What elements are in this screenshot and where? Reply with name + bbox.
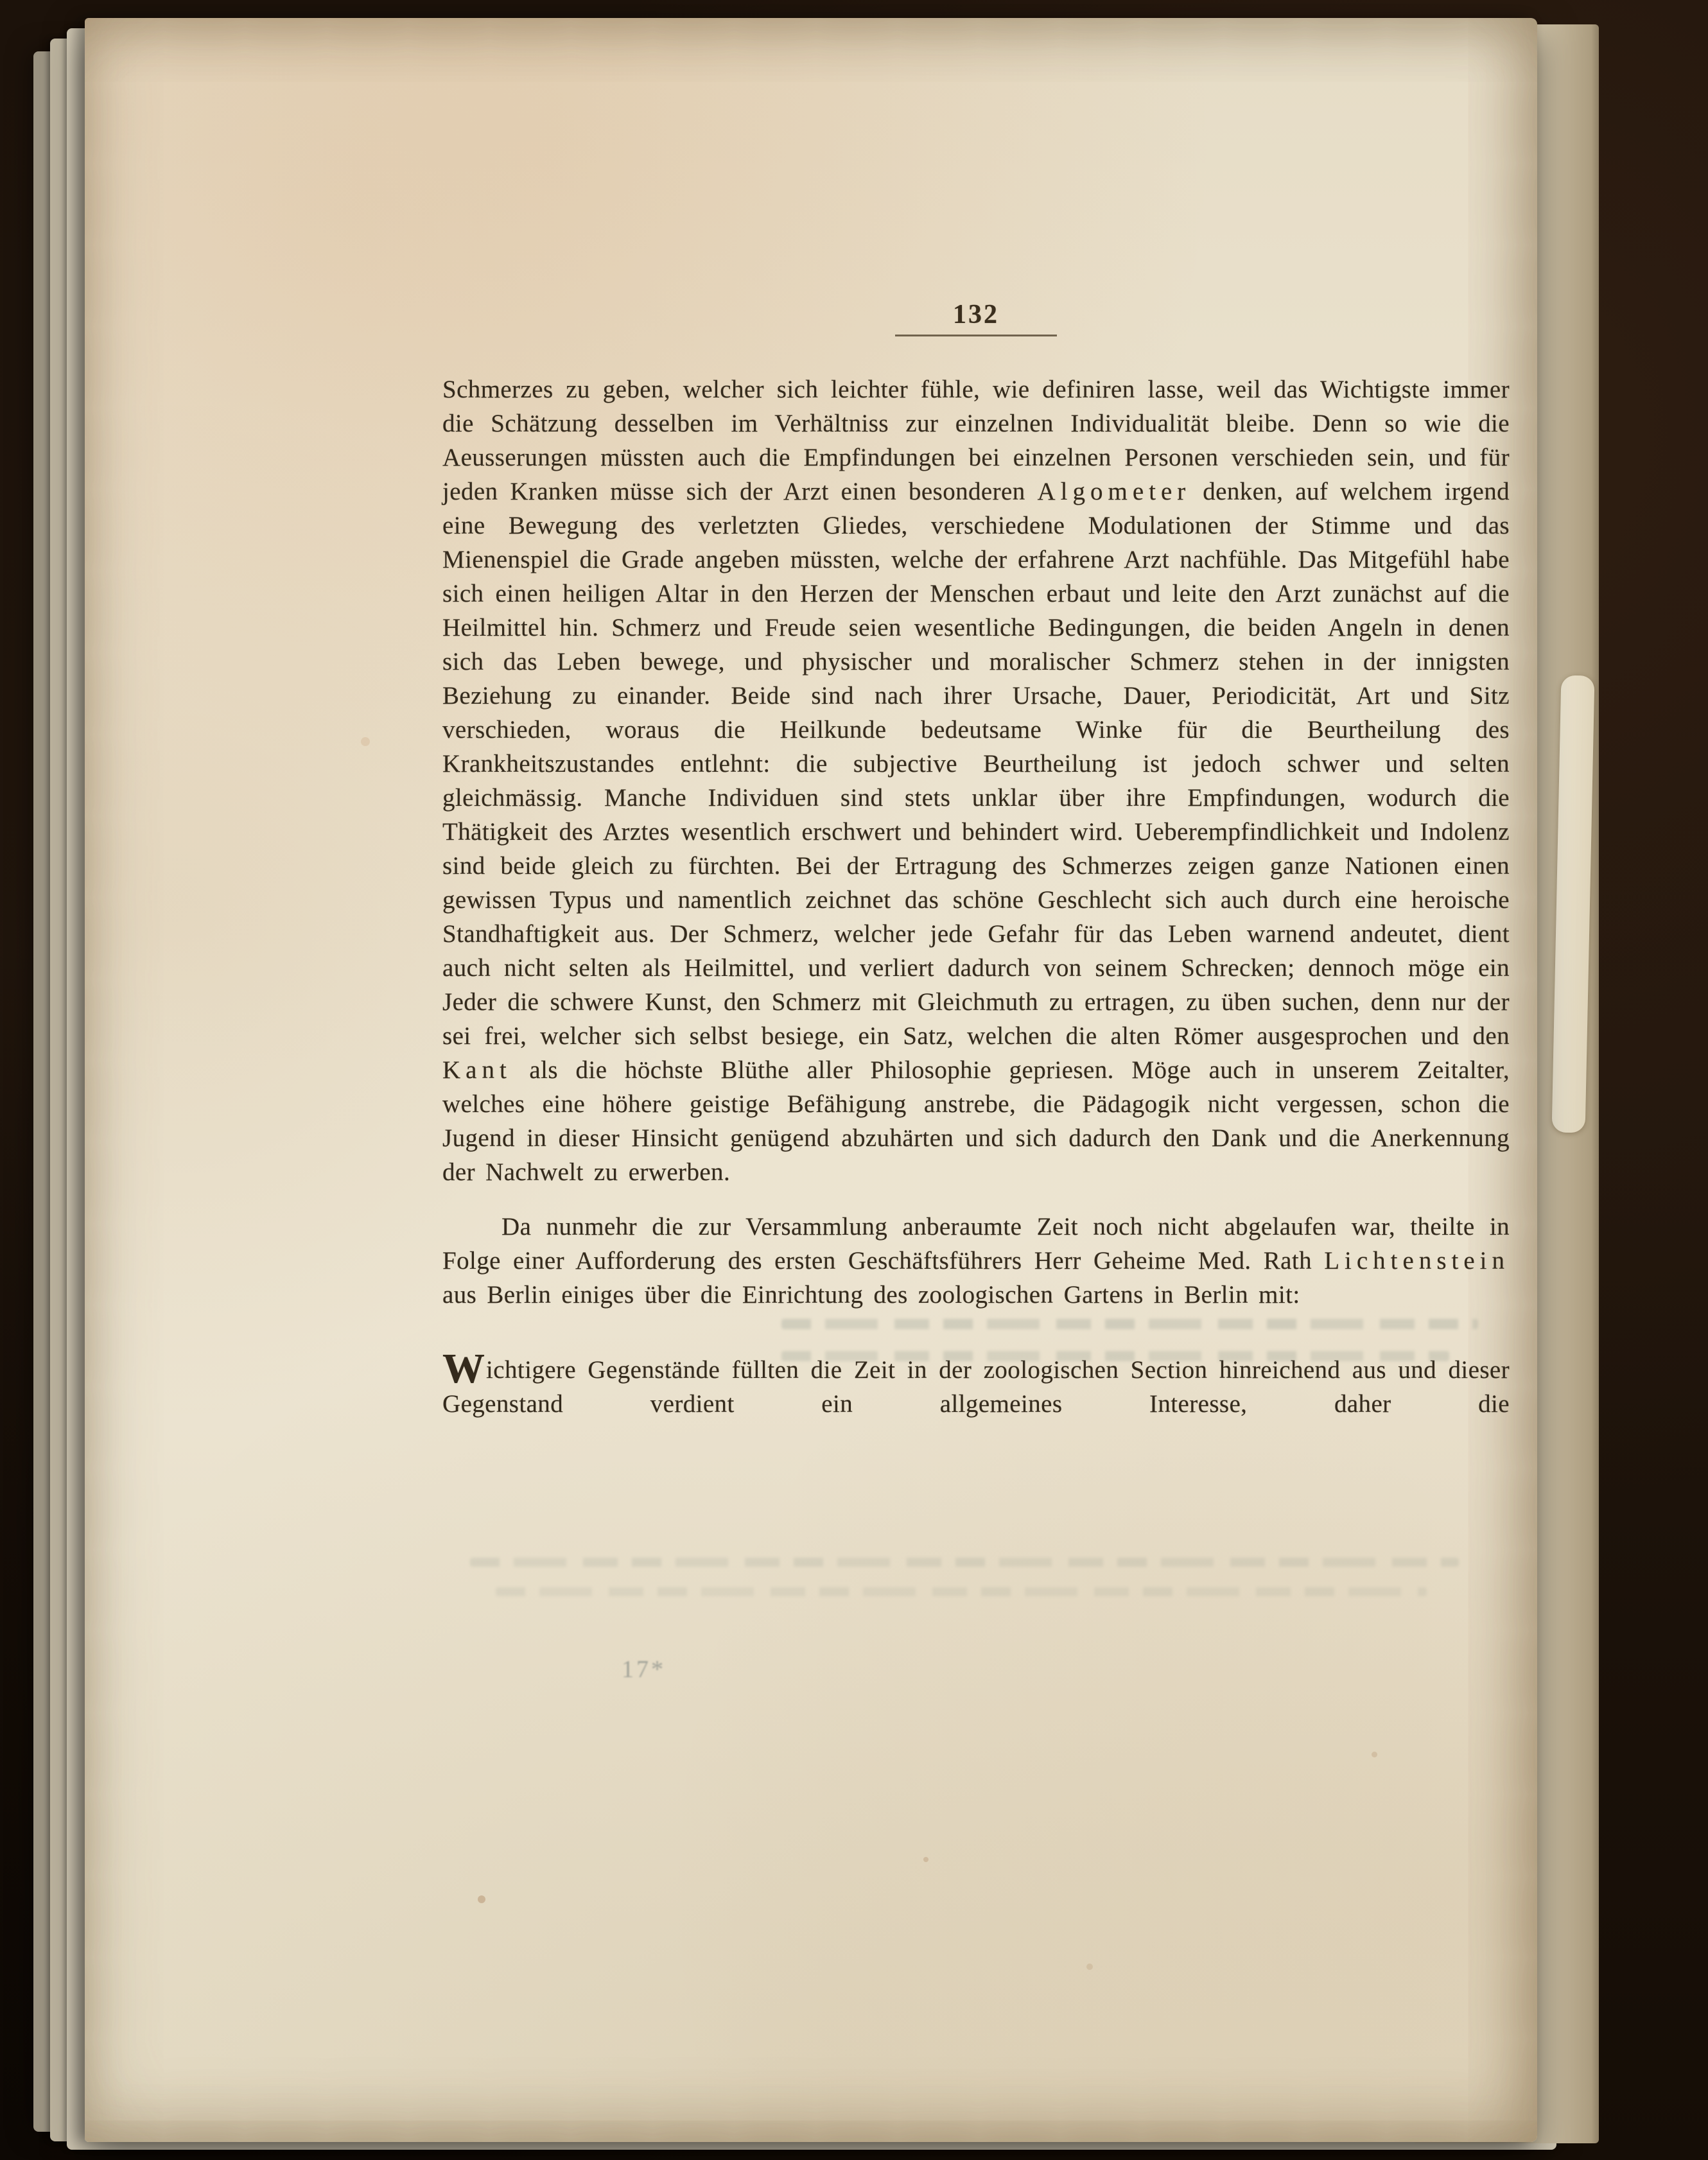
- page-header: [442, 299, 1510, 336]
- paragraph: [442, 372, 1510, 1189]
- paper-stain: [1372, 1752, 1377, 1757]
- paragraph: [442, 1210, 1510, 1312]
- text-segment: denken, auf welchem irgend eine Bewegung des verletzten Gliedes, verschiedene Modulationen der Stimme und das Mienenspiel die Grade angeben müssten, welche der erfahrene Arzt nachfühle. Das Mitgefühl habe sich einen heiligen Altar in den Herzen der Menschen erbaut und leite den Arzt zunächst auf die Heilmittel hin. Schmerz und Freude seien wesentliche Bedingungen, die beiden Angeln in denen sich das Leben bewege, und physischer und moralischer Schmerz stehen in der innigsten Beziehung zu einander. Beide sind nach ihrer Ursache, Dauer, Periodicität, Art und Sitz verschieden, woraus die Heilkunde bedeutsame Winke für die Beurtheilung des Krankheitszustandes entlehnt: die subjective Beurtheilung ist jedoch schwer und selten gleichmässig. Manche Individuen sind stets unklar über ihre Empfindungen, wodurch die Thätigkeit des Arztes wesentlich erschwert und behindert wird. Ueberempfindlichkeit und Indolenz sind beide gleich zu fürchten. Bei der Ertragung des Schmerzes zeigen ganze Nationen einen gewissen Typus und namentlich zeichnet das schöne Geschlecht sich auch durch eine heroische Standhaftigkeit aus. Der Schmerz, welcher jede Gefahr für das Leben warnend andeutet, dient auch nicht selten als Heilmittel, und verliert dadurch von seinem Schrecken; dennoch möge ein Jeder die schwere Kunst, den Schmerz mit Gleichmuth zu ertragen, zu üben suchen, denn nur der sei frei, welcher sich selbst besiege, ein Satz, welchen die alten Römer ausgesprochen und den: [442, 478, 1510, 1050]
- show-through-text-line: [470, 1558, 1459, 1567]
- text-segment: Schmerzes zu geben, welcher sich leichter fühle, wie definiren lasse, weil das Wichtigste immer die Schätzung desselben im Verhältniss zur einzelnen Individualität bleibe. Denn so wie die Aeusserungen müssten auch die Empfindungen bei einzelnen Personen verschieden sein, und für jeden Kranken müsse sich der Arzt einen besonderen: [442, 376, 1510, 505]
- page-number: 132: [953, 300, 999, 329]
- paper-stain: [478, 1895, 485, 1903]
- show-through-text-line: [781, 1351, 1449, 1361]
- paper-stain: [923, 1857, 928, 1862]
- show-through-text-line: [496, 1587, 1427, 1596]
- letterspaced-name: Algometer: [1037, 478, 1191, 505]
- signature-mark: 17*: [622, 1656, 666, 1683]
- text-segment: als die höchste Blüthe aller Philosophie gepriesen. Möge auch in unserem Zeitalter, welches eine höhere geistige Befähigung anstrebe, die Pädagogik nicht vergessen, schon die Jugend in dieser Hinsicht genügend abzuhärten und sich dadurch den Dank und die Anerkennung der Nachwelt zu erwerben.: [442, 1056, 1510, 1186]
- show-through-text-line: [781, 1319, 1478, 1329]
- paper-stain: [361, 737, 370, 746]
- text-segment: Da nunmehr die zur Versammlung anberaumte Zeit noch nicht abgelaufen war, theilte in Folge einer Aufforderung des ersten Geschäftsführers Herr Geheime Med. Rath: [442, 1213, 1510, 1275]
- page-number-rule: [895, 335, 1057, 336]
- paper-stain: [1086, 1964, 1093, 1970]
- text-segment: aus Berlin einiges über die Einrichtung des zoologischen Gartens in Berlin mit:: [442, 1281, 1300, 1309]
- letterspaced-name: Kant: [442, 1056, 512, 1084]
- initial-capital: W: [442, 1345, 486, 1392]
- text-block: [442, 372, 1510, 1421]
- book-page: [85, 18, 1537, 2142]
- paragraph: [442, 1345, 1510, 1421]
- letterspaced-name: Lichtenstein: [1324, 1247, 1510, 1275]
- text-segment: ichtigere Gegenstände füllten die Zeit in der zoologischen Section hinreichend aus und dieser Gegenstand verdient ein allgemeines Interesse, daher die: [442, 1356, 1510, 1418]
